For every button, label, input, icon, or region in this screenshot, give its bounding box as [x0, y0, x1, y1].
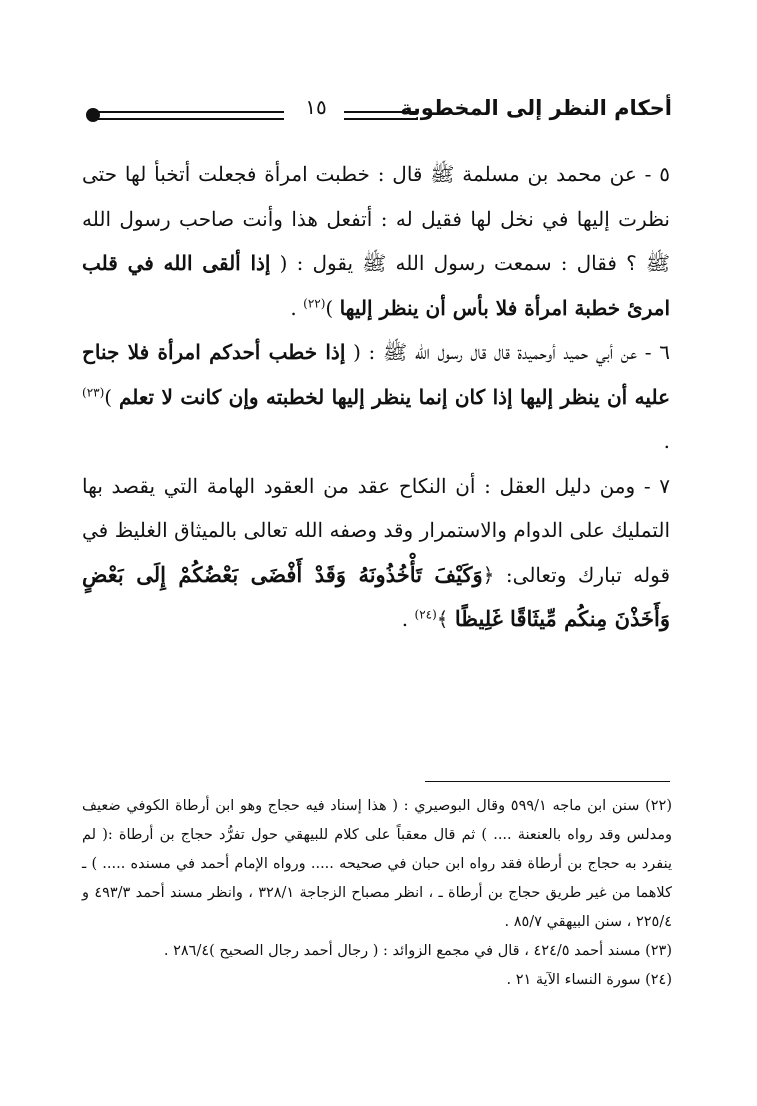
footnote-number: (٢٤): [645, 972, 672, 988]
body-text: [82, 152, 670, 642]
paragraph-text: - عن أبي حميد أوحميدة قال قال رسول الله ﷺ : (: [353, 340, 652, 364]
footnote-24: [82, 966, 672, 995]
paragraph-number: ٥: [659, 162, 670, 186]
quran-verse: وَكَيْفَ تَأْخُذُونَهُ وَقَدْ أَفْضَى بَعْضُكُمْ إِلَى بَعْضٍ وَأَخَذْنَ مِنكُم مِّيثَاقًا غَلِيظًا: [82, 561, 670, 631]
quran-bracket-open: ﴿: [482, 562, 495, 587]
header-rule-short: [344, 111, 418, 120]
paragraph-5: [82, 152, 670, 330]
running-title: أحكام النظر إلى المخطوبة: [400, 96, 672, 120]
footnote-ref-24: (٢٤): [414, 607, 437, 622]
quran-bracket-close: ﴾: [436, 607, 449, 631]
sentence-end: .: [290, 295, 297, 320]
paragraph-text: - عن محمد بن مسلمة ﷺ قال : خطبت امرأة فجعلت أتخبأ لها حتى نظرت إليها في نخل لها فقيل له : أتفعل هذا وأنت صاحب رسول الله ﷺ ؟ فقال : سمعت رسول الله ﷺ يقول : (: [82, 162, 671, 275]
footnote-text: سورة النساء الآية ٢١ .: [506, 972, 641, 988]
sentence-end: .: [663, 429, 670, 453]
footnote-23: [82, 937, 672, 966]
header-rule-long: [96, 111, 284, 120]
paragraph-7: [82, 464, 670, 642]
closing-paren: ): [104, 384, 113, 409]
closing-paren: ): [325, 295, 334, 320]
footnote-ref-23: (٢٣): [82, 384, 105, 399]
sentence-end: .: [401, 607, 409, 631]
footnote-text: سنن ابن ماجه ٥٩٩/١ وقال البوصيري : ( هذا إسناد فيه حجاج وهو ابن أرطاة الكوفي ضعيف ومدلس وقد رواه بالعنعنة .... ) ثم قال معقباً على كلام للبيهقي حول تفرُّد حجاج بن أرطاة :( لم ينفرد به حجاج بن أرطاة فقد رواه ابن حبان في صحيحه ..... ورواه الإمام أحمد في مسنده ..... ) ـ كلاهما من غير طريق حجاج بن أرطاة ـ ، انظر مصباح الزجاجة ٣٢٨/١ ، وانظر مسند أحمد ٤٩٣/٣ و ٢٢٥/٤ ، سنن البيهقي ٨٥/٧ .: [82, 798, 672, 930]
footnote-ref-22: (٢٢): [303, 295, 326, 310]
paragraph-text: - ومن دليل العقل : أن النكاح عقد من العقود الهامة التي يقصد بها التمليك على الدوام والاستمرار وقد وصفه الله تعالى بالميثاق الغليظ في قوله تبارك وتعالى:: [82, 473, 671, 587]
paragraph-6: [82, 330, 670, 464]
header-bullet-ornament: [86, 108, 100, 122]
footnote-number: (٢٢): [645, 798, 673, 814]
hadith-text: إذا خطب أحدكم امرأة فلا جناح عليه أن ينظر إليها إذا كان إنما ينظر إليها لخطبته وإن كانت لا تعلم: [82, 340, 670, 409]
footnote-number: (٢٣): [645, 943, 672, 959]
paragraph-number: ٦: [659, 340, 670, 364]
footnote-separator: [425, 781, 670, 782]
footnote-text: مسند أحمد ٤٢٤/٥ ، قال في مجمع الزوائد : ( رجال أحمد رجال الصحيح )٢٨٦/٤ .: [163, 943, 641, 959]
footnote-22: [82, 792, 672, 937]
hadith-text: إذا ألقى الله في قلب امرئ خطبة امرأة فلا بأس أن ينظر إليها: [82, 251, 670, 320]
page-header: [82, 96, 672, 132]
footnotes: [82, 792, 672, 995]
paragraph-number: ٧: [659, 473, 670, 498]
page-number: ١٥: [305, 95, 327, 119]
